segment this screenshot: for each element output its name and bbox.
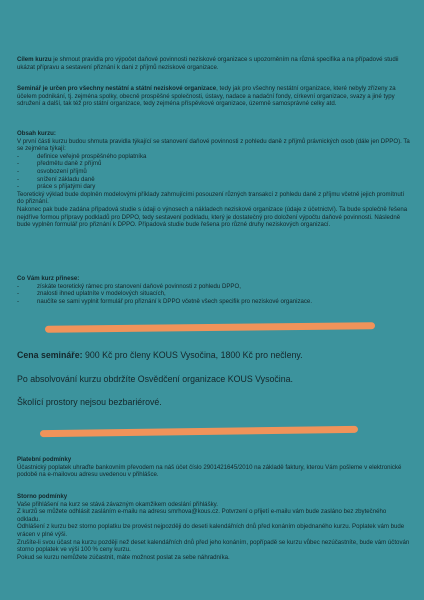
course-content-paragraph: Nakonec pak bude zadána případová studie s údaji o výnosech a nákladech neziskové organizace (údaje z účetnictví). Ta bude společně řešena nejdříve formou přípravy podkladů pro DPPO, tedy sestavení podkladu, který je dostatečný pro doložení výpočtu daňové povinnosti. Následně bude vyplněn formulář pro přiznání k DPPO. Případová studie bude řešena pro různé druhy neziskových organizací. (17, 205, 408, 229)
orange-brush-divider (45, 322, 375, 332)
cancellation-line: Pokud se kurzu nemůžete zúčastnit, máte možnost poslat za sebe náhradníka. (17, 553, 230, 561)
course-content-paragraph: Teoretický výklad bude doplněn modelovými příklady zahrnujícími posouzení různých transakcí z pohledu daně z příjmu včetně jejich promítnutí do přiznání. (17, 190, 405, 206)
list-item: - předmětu daně z příjmů (17, 160, 410, 168)
accessibility-line: Školící prostory nejsou bezbariérové. (17, 397, 162, 407)
list-item: - naučíte se sami vyplnit formulář pro přiznání k DPPO včetně všech specifik pro neziskové organizace. (17, 298, 410, 306)
audience-label: Seminář je určen pro všechny nestátní a státní neziskové organizace (17, 85, 217, 92)
audience-paragraph (17, 85, 410, 108)
price-label: Cena semináře: (17, 350, 83, 360)
cancellation-line: Z kurzů se můžete odhlásit zasláním e-mailu na adresu smrhova@kous.cz. Potvrzení o přijetí e-mailu vám bude zasláno bez zbytečného odkladu. (17, 508, 387, 523)
list-item: - osvobození příjmů (17, 168, 410, 176)
orange-brush-divider (40, 426, 358, 437)
price-line (17, 350, 303, 361)
intro-paragraph (17, 56, 410, 71)
intro-text: je shrnout pravidla pro výpočet daňové povinnosti neziskové organizace s upozorněním na různá specifika a na případové studii ukázat přípravu a sestavení přiznání k dani z příjmů neziskové organizace. (17, 56, 399, 71)
list-item: - práce s příjatými dary (17, 183, 410, 191)
payment-terms-section (17, 456, 410, 479)
course-topics-list (17, 153, 410, 191)
audience-text: , tedy jak pro všechny nestátní organizace, které nebyly zřízeny za účelem podnikání, tj. zejména spolky, obecně prospěšné společnosti, ústavy, nadace a nadační fondy, církevní organizace, svazy a jiné typy sdružení a další, tak též pro státní organizace, tedy zejména příspěvkové organizace, územně samosprávné celky atd. (17, 85, 396, 108)
cancellation-line: Odhlášení z kurzu bez storno poplatku lze provést nejpozději do deseti kalendářních dnů před konáním objednaného kurzu. Poplatek vám bude vrácen v plné výši. (17, 523, 405, 538)
list-item: - získáte teoretický rámec pro stanovení daňové povinnosti z pohledu DPPO, (17, 283, 410, 291)
cancellation-line: Vaše přihlášení na kurz se stává závazným okamžikem odeslání přihlášky. (17, 500, 218, 508)
benefits-section (17, 275, 410, 305)
payment-terms-text: Účastnický poplatek uhraďte bankovním převodem na náš účet číslo 2901421645/2010 na základě faktury, kterou Vám pošleme v elektronické podobě na e-mailovou adresu uvedenou v přihlášce. (17, 463, 402, 479)
price-text: 900 Kč pro členy KOUS Vysočina, 1800 Kč pro nečleny. (82, 350, 303, 360)
list-item: - definice veřejně prospěšného poplatníka (17, 153, 410, 161)
list-item: - znalosti ihned uplatníte v modelových situacích, (17, 290, 410, 298)
cancellation-line: Zrušíte-li svou účast na kurzu později než deset kalendářních dnů před jeho konáním, popřípadě se kurzu vůbec nezúčastníte, bude vám účtován storno poplatek ve výši 100 % ceny kurzu. (17, 538, 410, 554)
cancellation-terms-section (17, 493, 410, 561)
course-content-heading: Obsah kurzu: (17, 130, 56, 137)
certificate-line: Po absolvování kurzu obdržíte Osvědčení organizace KOUS Vysočina. (17, 374, 293, 384)
course-content-lead: V první části kurzu budou shrnuta pravidla týkající se stanovení daňové povinnosti z pohledu daně z příjmů právnických osob (dále jen DPPO). Ta se zejména týkají: (17, 137, 410, 153)
benefits-heading: Co Vám kurz přinese: (17, 275, 80, 282)
cancellation-heading: Storno podmínky (17, 493, 68, 500)
course-content-section (17, 130, 410, 229)
benefits-list (17, 283, 410, 306)
list-item: - snížení základu daně (17, 176, 410, 184)
payment-terms-heading: Platební podmínky (17, 456, 72, 463)
intro-label: Cílem kurzu (17, 56, 52, 63)
